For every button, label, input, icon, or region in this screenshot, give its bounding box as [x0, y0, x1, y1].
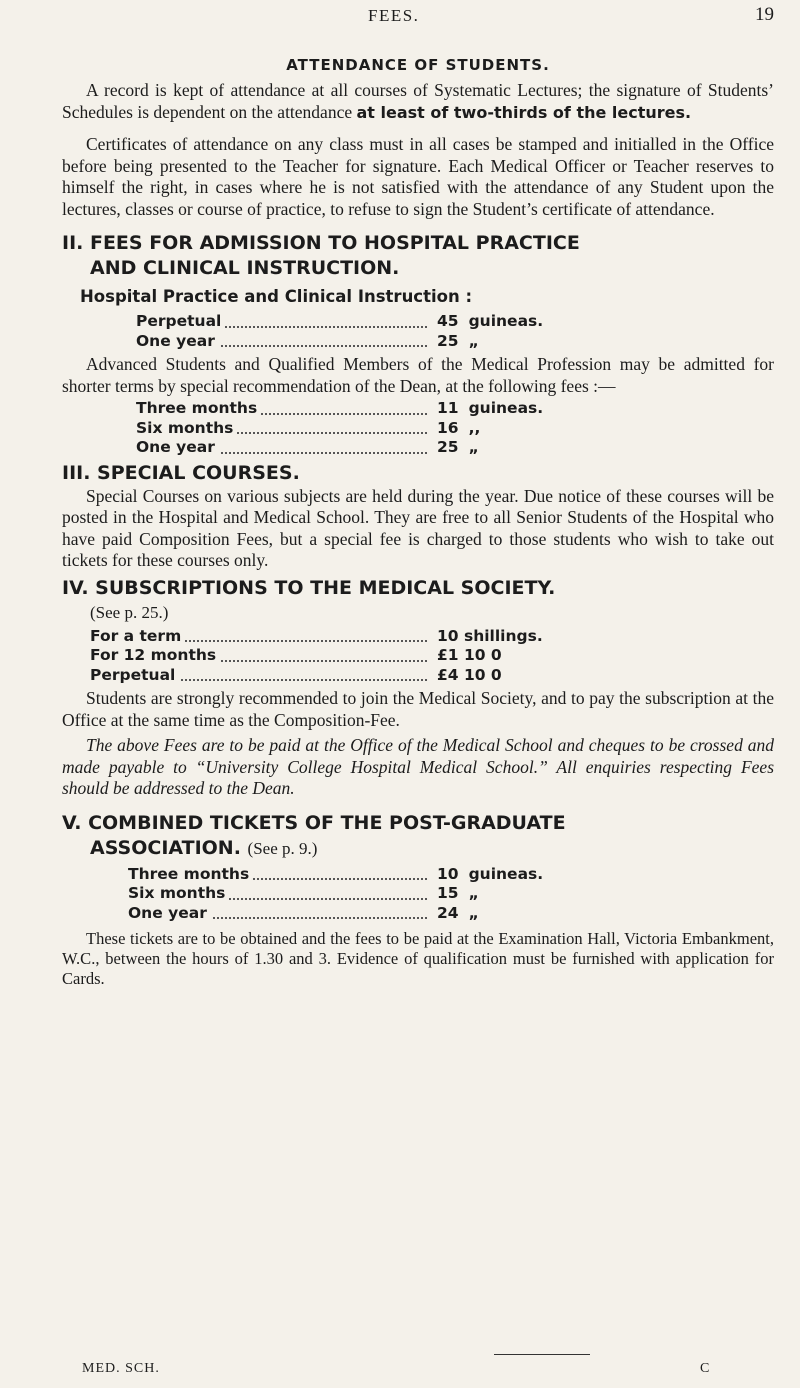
fee-row [136, 312, 543, 332]
fee-value: 10 [437, 864, 459, 883]
fee-value: 10 shillings. [437, 626, 543, 645]
footer-rule [494, 1354, 590, 1355]
section-4-heading: IV. SUBSCRIPTIONS TO THE MEDICAL SOCIETY. [62, 576, 556, 599]
section-5-heading-line-1: V. COMBINED TICKETS OF THE POST-GRADUATE [62, 811, 566, 834]
fee-label: Three months [128, 865, 431, 885]
section-2-heading [62, 231, 774, 281]
section-3-paragraph: Special Courses on various subjects are held during the year. Due notice of these courses will be posted in the Hospital and Medical School. They are free to all Senior Students of the Hospital who have paid Composition Fees, but a special fee is charged to those students who wish to take out tickets for these courses only. [62, 485, 774, 570]
section-5-note: (See p. 9.) [247, 838, 318, 858]
section-5-heading-rest: ASSOCIATION. [90, 836, 241, 859]
fee-unit: guineas. [468, 399, 544, 417]
short-term-fees [136, 399, 543, 458]
fee-label: Perpetual [90, 666, 431, 686]
fee-label: Perpetual [136, 312, 431, 332]
section-2-heading-line-2: AND CLINICAL INSTRUCTION. [90, 257, 400, 279]
fee-label: One year [136, 332, 431, 352]
section-2-heading-line-1: II. FEES FOR ADMISSION TO HOSPITAL PRACTICE [62, 232, 580, 254]
medical-society-fees [90, 627, 543, 686]
fee-value: 15 [437, 884, 459, 902]
attendance-paragraph-2: Certificates of attendance on any class must in all cases be stamped and initialled in the Office before being presented to the Teacher for signature. Each Medical Officer or Teacher reserves to himself the right, in cases where he is not satisfied with the attendance of any Student upon the lectures, classes or course of practice, to refuse to sign the Student’s certificate of attendance. [62, 134, 774, 219]
fee-row [90, 666, 543, 686]
attendance-paragraph-1 [62, 80, 774, 123]
fee-unit: „ [468, 884, 479, 902]
fee-value: £1 10 0 [437, 646, 502, 664]
fee-row [128, 865, 543, 885]
section-4-note: (See p. 25.) [90, 602, 169, 622]
running-title: FEES. [368, 6, 420, 25]
section-5-heading-line-2 [62, 836, 774, 861]
fee-value: 25 [437, 331, 459, 350]
fee-row [136, 332, 543, 352]
fee-label: Three months [136, 399, 431, 419]
signature-mark: MED. SCH. [82, 1361, 160, 1376]
section-5-heading [62, 811, 774, 861]
fee-unit: ,, [468, 418, 481, 437]
page-number: 19 [755, 4, 774, 25]
section-4-italic-note: The above Fees are to be paid at the Office of the Medical School and cheques to be crossed and made payable to “University College Hospital Medical School.” All enquiries respecting Fees should be addressed to the Dean. [62, 735, 774, 798]
fee-unit: „ [468, 331, 479, 350]
fee-value: 11 [437, 399, 459, 417]
fee-value: 25 [437, 438, 459, 456]
fee-row [90, 646, 543, 666]
fee-unit: „ [468, 903, 479, 922]
post-graduate-fees [128, 865, 543, 924]
attendance-heading: ATTENDANCE OF STUDENTS. [286, 56, 550, 74]
fee-unit: guineas. [468, 312, 544, 330]
fee-value: 45 [437, 312, 459, 330]
fee-label: Six months [136, 419, 431, 439]
fee-row [90, 627, 543, 647]
section-5-paragraph: These tickets are to be obtained and the fees to be paid at the Examination Hall, Victoria Embankment, W.C., between the hours of 1.30 and 3. Evidence of qualification must be furnished with application for Cards. [62, 929, 774, 988]
fee-value: £4 10 0 [437, 665, 502, 684]
fee-value: 24 [437, 903, 459, 922]
fee-unit: „ [468, 438, 479, 456]
running-head [0, 6, 800, 36]
fee-row [136, 438, 543, 458]
section-2-subheading: Hospital Practice and Clinical Instruction : [80, 287, 473, 306]
section-4-paragraph: Students are strongly recommended to join the Medical Society, and to pay the subscription at the Office at the same time as the Composition-Fee. [62, 688, 774, 730]
hospital-practice-fees [136, 312, 543, 351]
attendance-emphasis: at least of two-thirds of the lectures. [356, 102, 692, 122]
fee-row [128, 884, 543, 904]
attendance-paragraph-1-text: A record is kept of attendance at all courses of Systematic Lectures; the signature of Students’ Schedules is dependent on the attendance [62, 80, 774, 122]
fee-row [128, 904, 543, 924]
fee-value: 16 [437, 418, 459, 437]
page-body [62, 56, 774, 989]
fee-label: One year [136, 438, 431, 458]
fee-row [136, 399, 543, 419]
fee-label: Six months [128, 884, 431, 904]
fee-unit: guineas. [468, 864, 544, 883]
fee-label: For a term [90, 627, 431, 647]
section-3-heading: III. SPECIAL COURSES. [62, 461, 300, 484]
fee-row [136, 419, 543, 439]
fee-label: One year [128, 904, 431, 924]
section-2-paragraph: Advanced Students and Qualified Members of the Medical Profession may be admitted for shorter terms by special recommendation of the Dean, at the following fees :— [62, 354, 774, 396]
signature-letter: C [700, 1361, 711, 1376]
fee-label: For 12 months [90, 646, 431, 666]
